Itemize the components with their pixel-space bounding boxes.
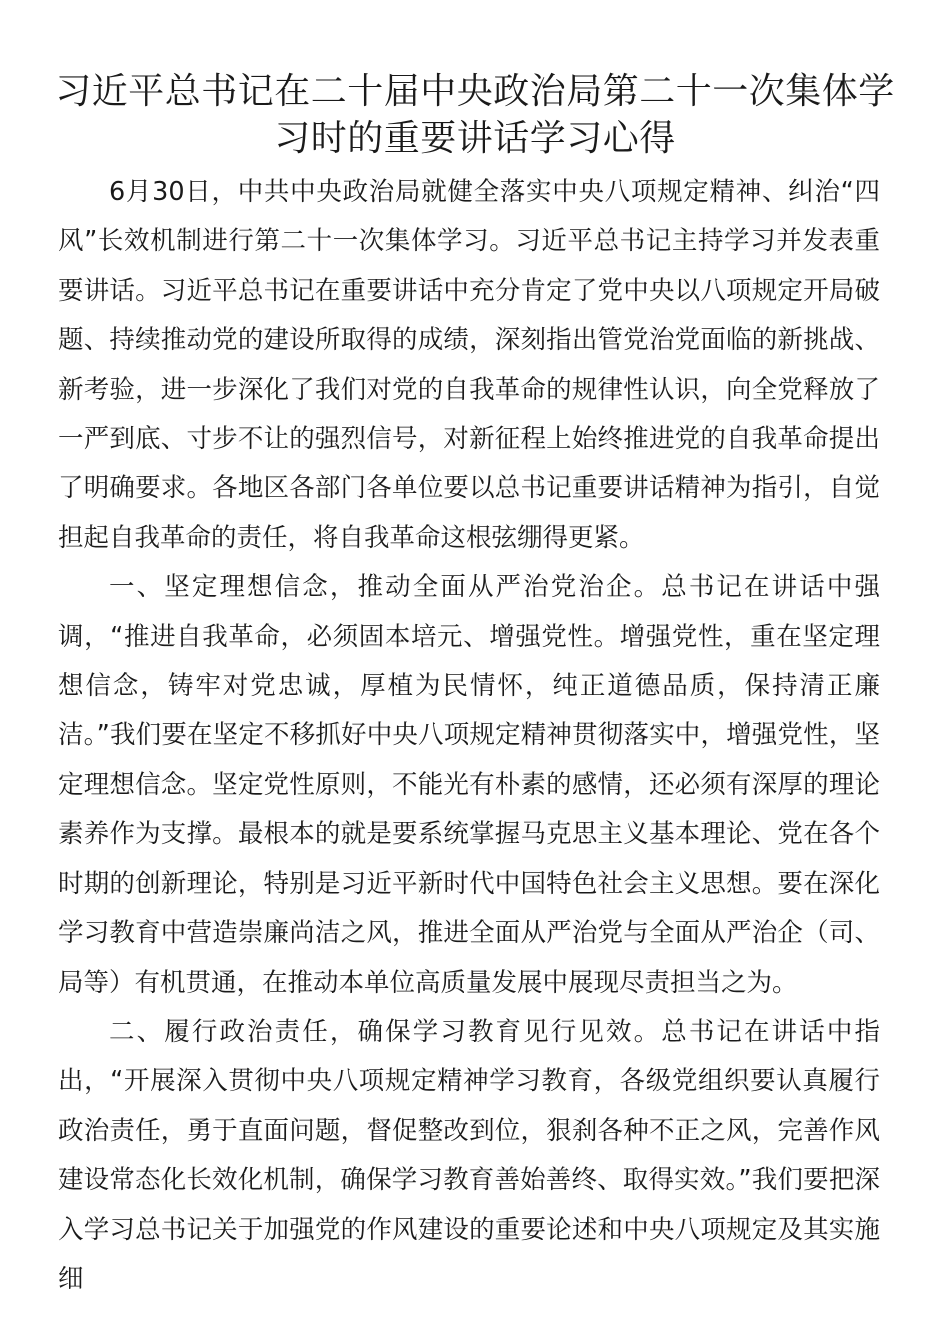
paragraph-intro: 6月30日，中共中央政治局就健全落实中央八项规定精神、纠治“四风”长效机制进行第二十一次集体学习。习近平总书记主持学习并发表重要讲话。习近平总书记在重要讲话中充分肯定了党中央以八项规定开局破题、持续推动党的建设所取得的成绩，深刻指出管党治党面临的新挑战、新考验，进一步深化了我们对党的自我革命的规律性认识，向全党释放了一严到底、寸步不让的强烈信号，对新征程上始终推进党的自我革命提出了明确要求。各地区各部门各单位要以总书记重要讲话精神为指引，自觉担起自我革命的责任，将自我革命这根弦绷得更紧。 [58,177,880,553]
document-title: 习近平总书记在二十届中央政治局第二十一次集体学习时的重要讲话学习心得 [55,71,895,159]
document-body [58,168,880,1304]
paragraph-section-2: 二、履行政治责任，确保学习教育见行见效。总书记在讲话中指出，“开展深入贯彻中央八项规定精神学习教育，各级党组织要认真履行政治责任，勇于直面问题，督促整改到位，狠刹各种不正之风，完善作风建设常态化长效化机制，确保学习教育善始善终、取得实效。”我们要把深入学习总书记关于加强党的作风建设的重要论述和中央八项规定及其实施细 [58,1016,880,1294]
paragraph-section-1: 一、坚定理想信念，推动全面从严治党治企。总书记在讲话中强调，“推进自我革命，必须固本培元、增强党性。增强党性，重在坚定理想信念，铸牢对党忠诚，厚植为民情怀，纯正道德品质，保持清正廉洁。”我们要在坚定不移抓好中央八项规定精神贯彻落实中，增强党性，坚定理想信念。坚定党性原则，不能光有朴素的感情，还必须有深厚的理论素养作为支撑。最根本的就是要系统掌握马克思主义基本理论、党在各个时期的创新理论，特别是习近平新时代中国特色社会主义思想。要在深化学习教育中营造崇廉尚洁之风，推进全面从严治党与全面从严治企（司、局等）有机贯通，在推动本单位高质量发展中展现尽责担当之为。 [58,572,880,998]
